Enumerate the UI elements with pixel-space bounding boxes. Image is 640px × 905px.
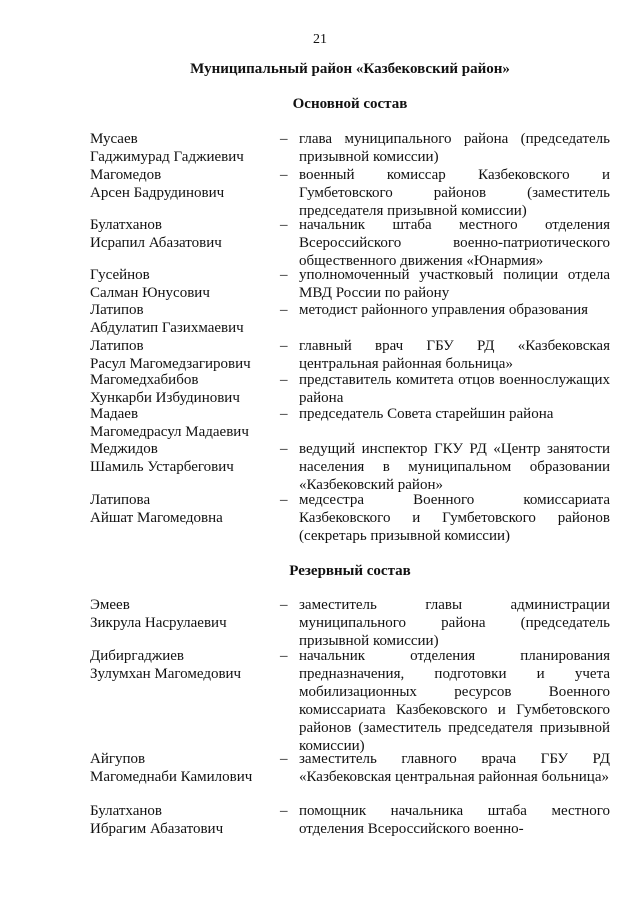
section-heading-reserve: Резервный состав (289, 563, 411, 579)
member-name: Мадаев Магомедрасул Мадаевич (90, 406, 249, 440)
member-role: начальник штаба местного отделения Всероссийского военно-патриотического общественного движения «Юнармия» (299, 217, 610, 269)
dash-separator: – (280, 372, 288, 388)
member-name: Гусейнов Салман Юнусович (90, 267, 210, 301)
member-role: заместитель главного врача ГБУ РД «Казбековская центральная районная больница» (299, 751, 610, 785)
dash-separator: – (280, 267, 288, 283)
dash-separator: – (280, 648, 288, 664)
dash-separator: – (280, 131, 288, 147)
dash-separator: – (280, 751, 288, 767)
member-name: Магомедов Арсен Бадрудинович (90, 167, 225, 201)
member-role: ведущий инспектор ГКУ РД «Центр занятости населения в муниципальном образовании «Казбековский район» (299, 441, 610, 493)
member-role: методист районного управления образования (299, 302, 589, 318)
member-name: Эмеев Зикрула Насрулаевич (90, 597, 227, 631)
dash-separator: – (280, 441, 288, 457)
member-name: Меджидов Шамиль Устарбегович (90, 441, 234, 475)
member-name: Мусаев Гаджимурад Гаджиевич (90, 131, 244, 165)
member-role: председатель Совета старейшин района (299, 406, 554, 422)
member-role: начальник отделения планирования предназначения, подготовки и учета мобилизационных ресурсов Военного комиссариата Казбековского и Гумбетовского районов (заместитель председателя призывной комиссии) (299, 648, 610, 754)
member-role: помощник начальника штаба местного отделения Всероссийского военно- (299, 803, 610, 837)
member-name: Латипова Айшат Магомедовна (90, 492, 223, 526)
dash-separator: – (280, 217, 288, 233)
member-role: представитель комитета отцов военнослужащих района (299, 372, 610, 406)
member-name: Булатханов Ибрагим Абазатович (90, 803, 224, 837)
member-name: Латипов Расул Магомедзагирович (90, 338, 251, 372)
dash-separator: – (280, 492, 288, 508)
page-number: 21 (313, 32, 327, 47)
dash-separator: – (280, 167, 288, 183)
member-name: Магомедхабибов Хункарби Избудинович (90, 372, 240, 406)
section-heading-main: Основной состав (292, 96, 408, 112)
member-role: глава муниципального района (председатель призывной комиссии) (299, 131, 610, 165)
dash-separator: – (280, 597, 288, 613)
document-title: Муниципальный район «Казбековский район» (190, 61, 510, 77)
member-role: главный врач ГБУ РД «Казбековская центральная районная больница» (299, 338, 610, 372)
member-role: уполномоченный участковый полиции отдела МВД России по району (299, 267, 610, 301)
dash-separator: – (280, 406, 288, 422)
dash-separator: – (280, 803, 288, 819)
member-name: Булатханов Исрапил Абазатович (90, 217, 222, 251)
member-role: военный комиссар Казбековского и Гумбетовского районов (заместитель председателя призывной комиссии) (299, 167, 610, 219)
member-name: Латипов Абдулатип Газихмаевич (90, 302, 244, 336)
dash-separator: – (280, 302, 288, 318)
member-role: заместитель главы администрации муниципального района (председатель призывной комиссии) (299, 597, 610, 649)
member-role: медсестра Военного комиссариата Казбековского и Гумбетовского районов (секретарь призывной комиссии) (299, 492, 610, 544)
member-name: Айгупов Магомеднаби Камилович (90, 751, 253, 785)
dash-separator: – (280, 338, 288, 354)
member-name: Дибиргаджиев Зулумхан Магомедович (90, 648, 242, 682)
